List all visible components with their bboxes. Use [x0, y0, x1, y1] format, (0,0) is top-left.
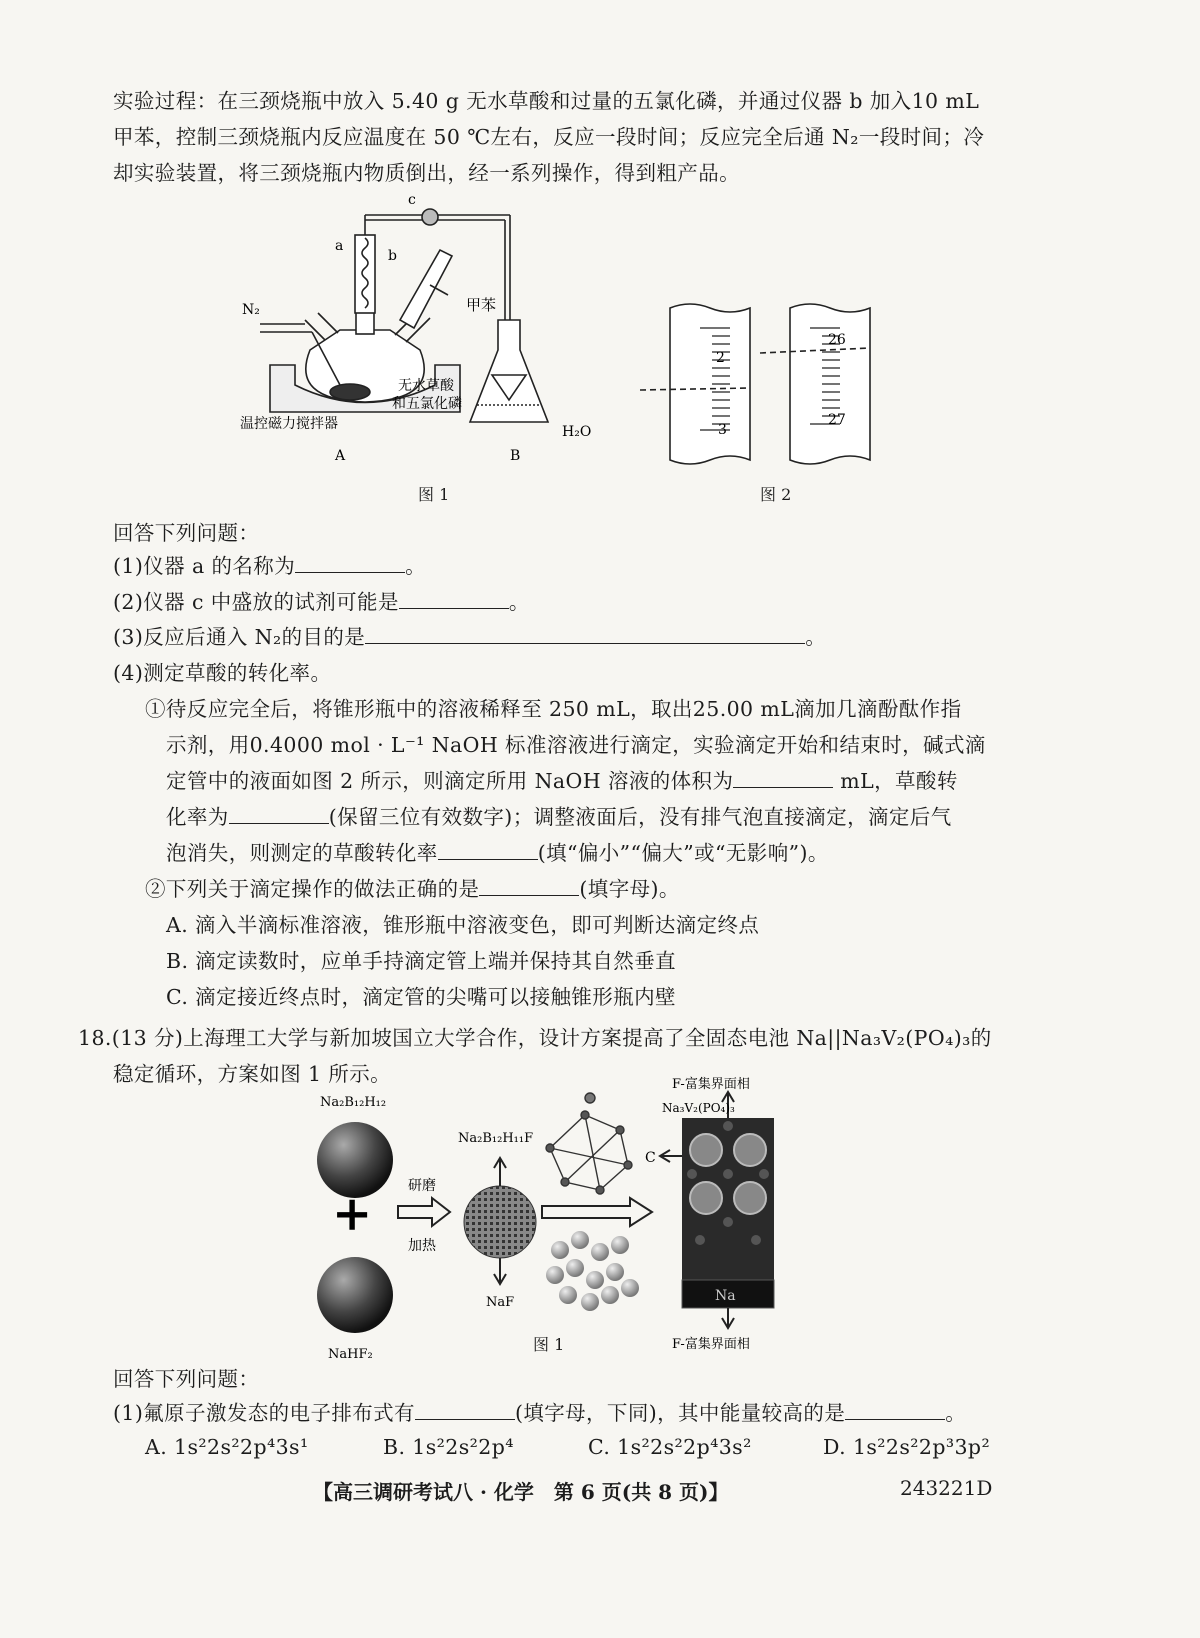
q18-option-a: A. 1s²2s²2p⁴3s¹: [145, 1435, 309, 1459]
q17-part2-end: 。: [508, 590, 530, 614]
label-c: c: [408, 192, 416, 208]
q18-line-1: 18.(13 分)上海理工大学与新加坡国立大学合作，设计方案提高了全固态电池 Na||Na₃V₂(PO₄)₃的: [78, 1026, 992, 1050]
apparatus-figure: [230, 190, 630, 470]
figure-1-caption: 图 1: [418, 485, 450, 504]
q17-option-a: A. 滴入半滴标准溶液，锥形瓶中溶液变色，即可判断达滴定终点: [166, 913, 760, 937]
reactant-bottom-label: NaHF₂: [328, 1347, 373, 1362]
intro-line-3: 却实验装置，将三颈烧瓶内物质倒出，经一系列操作，得到粗产品。: [113, 161, 740, 185]
q18-part1-mid: (填字母，下同)，其中能量较高的是: [514, 1401, 846, 1425]
intro-line-1: 实验过程：在三颈烧瓶中放入 5.40 g 无水草酸和过量的五氯化磷，并通过仪器 b 加入10 mL: [113, 89, 980, 113]
volume-blank[interactable]: [733, 767, 833, 788]
burette-left-mark-2: 2: [716, 350, 725, 366]
burette-figure: [660, 300, 910, 470]
anode-label: Na: [715, 1288, 736, 1304]
q17-prompt: 回答下列问题：: [113, 521, 260, 545]
label-reagent-1: 无水草酸: [398, 378, 454, 394]
cathode-label: Na₃V₂(PO₄)₃: [662, 1101, 735, 1115]
burette-right-mark-26: 26: [828, 332, 846, 348]
choice-blank[interactable]: [479, 875, 579, 896]
q17-part3-blank[interactable]: [365, 623, 805, 644]
label-b: b: [388, 248, 397, 264]
burette-right-mark-27: 27: [828, 412, 846, 428]
q17-part1: [113, 551, 426, 581]
q17-part4-1-line3: [166, 766, 958, 796]
q18-part1-end: 。: [945, 1401, 967, 1425]
q18-option-d: D. 1s²2s²2p³3p²: [823, 1435, 991, 1459]
q17-option-b: B. 滴定读数时，应单手持滴定管上端并保持其自然垂直: [166, 949, 676, 973]
q17-part2: [113, 587, 530, 617]
q17-part4-1-line3-end: mL，草酸转: [840, 769, 958, 793]
q17-part1-end: 。: [405, 554, 426, 578]
q17-part4-2: [145, 874, 680, 904]
label-B: B: [510, 448, 521, 464]
label-A: A: [335, 448, 346, 464]
q17-part1-text: (1)仪器 a 的名称为: [113, 554, 296, 578]
conversion-blank[interactable]: [229, 803, 329, 824]
q17-part2-blank[interactable]: [399, 588, 509, 609]
reactant-bottom-sphere: [317, 1257, 393, 1333]
label-stirrer: 温控磁力搅拌器: [240, 416, 338, 432]
page-footer-code: 243221D: [900, 1476, 993, 1500]
carbon-label: C: [645, 1150, 656, 1166]
label-a: a: [335, 238, 344, 254]
label-n2: N₂: [242, 302, 260, 318]
q18-prompt: 回答下列问题：: [113, 1367, 260, 1391]
q18-part1: [113, 1398, 966, 1428]
intro-line-2: 甲苯，控制三颈烧瓶内反应温度在 50 ℃左右，反应一段时间；反应完全后通 N₂一段时间；冷: [113, 125, 985, 149]
reactant-top-label: Na₂B₁₂H₁₂: [320, 1095, 387, 1110]
arrow-label-grind: 研磨: [408, 1178, 436, 1194]
q17-part1-blank[interactable]: [295, 552, 405, 573]
q17-part4-1-line5-end: (填“偏小”“偏大”或“无影响”)。: [537, 841, 829, 865]
naf-label: NaF: [486, 1295, 515, 1310]
label-reagent-2: 和五氯化磷: [392, 396, 462, 412]
naf-particles: [546, 1231, 639, 1311]
q18-figure-caption: 图 1: [533, 1335, 565, 1354]
q17-part3: [113, 622, 826, 652]
label-water: H₂O: [562, 424, 592, 440]
q17-part4-1-line5-text: 泡消失，则测定的草酸转化率: [166, 841, 438, 865]
q17-part2-text: (2)仪器 c 中盛放的试剂可能是: [113, 590, 399, 614]
q18-option-b: B. 1s²2s²2p⁴: [383, 1435, 514, 1459]
q17-part4-1-line5: [166, 838, 829, 868]
q17-part4-1-line2: 示剂，用0.4000 mol · L⁻¹ NaOH 标准溶液进行滴定，实验滴定开始和结束时，碱式滴: [166, 733, 986, 757]
q17-part4-2-end: (填字母)。: [579, 877, 680, 901]
q18-part1-blank-2[interactable]: [845, 1399, 945, 1420]
q17-part4-1-line4: [166, 802, 952, 832]
q17-part4: (4)测定草酸的转化率。: [113, 661, 332, 685]
q17-part4-1-line1: ①待反应完全后，将锥形瓶中的溶液稀释至 250 mL，取出25.00 mL滴加几滴酚酞作指: [145, 697, 962, 721]
reaction-arrow-1: [398, 1198, 450, 1226]
battery-scheme-figure: [310, 1077, 830, 1390]
reaction-arrow-2: [542, 1198, 652, 1226]
q18-part1-text: (1)氟原子激发态的电子排布式有: [113, 1401, 415, 1425]
product-label: Na₂B₁₂H₁₁F: [458, 1131, 534, 1146]
q17-part4-1-line3-text: 定管中的液面如图 2 所示，则滴定所用 NaOH 溶液的体积为: [166, 769, 734, 793]
top-phase-label: F-富集界面相: [672, 1077, 750, 1092]
boron-cluster-icon: [546, 1093, 632, 1194]
q17-part4-2-text: ②下列关于滴定操作的做法正确的是: [145, 877, 480, 901]
product-sphere: [464, 1186, 536, 1258]
q18-line-2: 稳定循环，方案如图 1 所示。: [113, 1062, 392, 1086]
error-blank[interactable]: [438, 839, 538, 860]
q17-part3-text: (3)反应后通入 N₂的目的是: [113, 625, 366, 649]
burette-left-mark-3: 3: [718, 422, 727, 438]
q17-part4-1-line4-end: (保留三位有效数字)；调整液面后，没有排气泡直接滴定，滴定后气: [328, 805, 952, 829]
figure-2-caption: 图 2: [760, 485, 792, 504]
q18-part1-blank-1[interactable]: [415, 1399, 515, 1420]
q17-part3-end: 。: [805, 625, 827, 649]
page-footer-title: 【高三调研考试八 · 化学 第 6 页(共 8 页)】: [313, 1480, 729, 1504]
arrow-label-heat: 加热: [408, 1238, 436, 1254]
label-toluene: 甲苯: [466, 296, 497, 314]
bottom-phase-label: F-富集界面相: [672, 1337, 750, 1352]
plus-sign: +: [332, 1186, 373, 1242]
q18-option-c: C. 1s²2s²2p⁴3s²: [588, 1435, 752, 1459]
q17-part4-1-line4-text: 化率为: [166, 805, 229, 829]
q17-option-c: C. 滴定接近终点时，滴定管的尖嘴可以接触锥形瓶内壁: [166, 985, 676, 1009]
